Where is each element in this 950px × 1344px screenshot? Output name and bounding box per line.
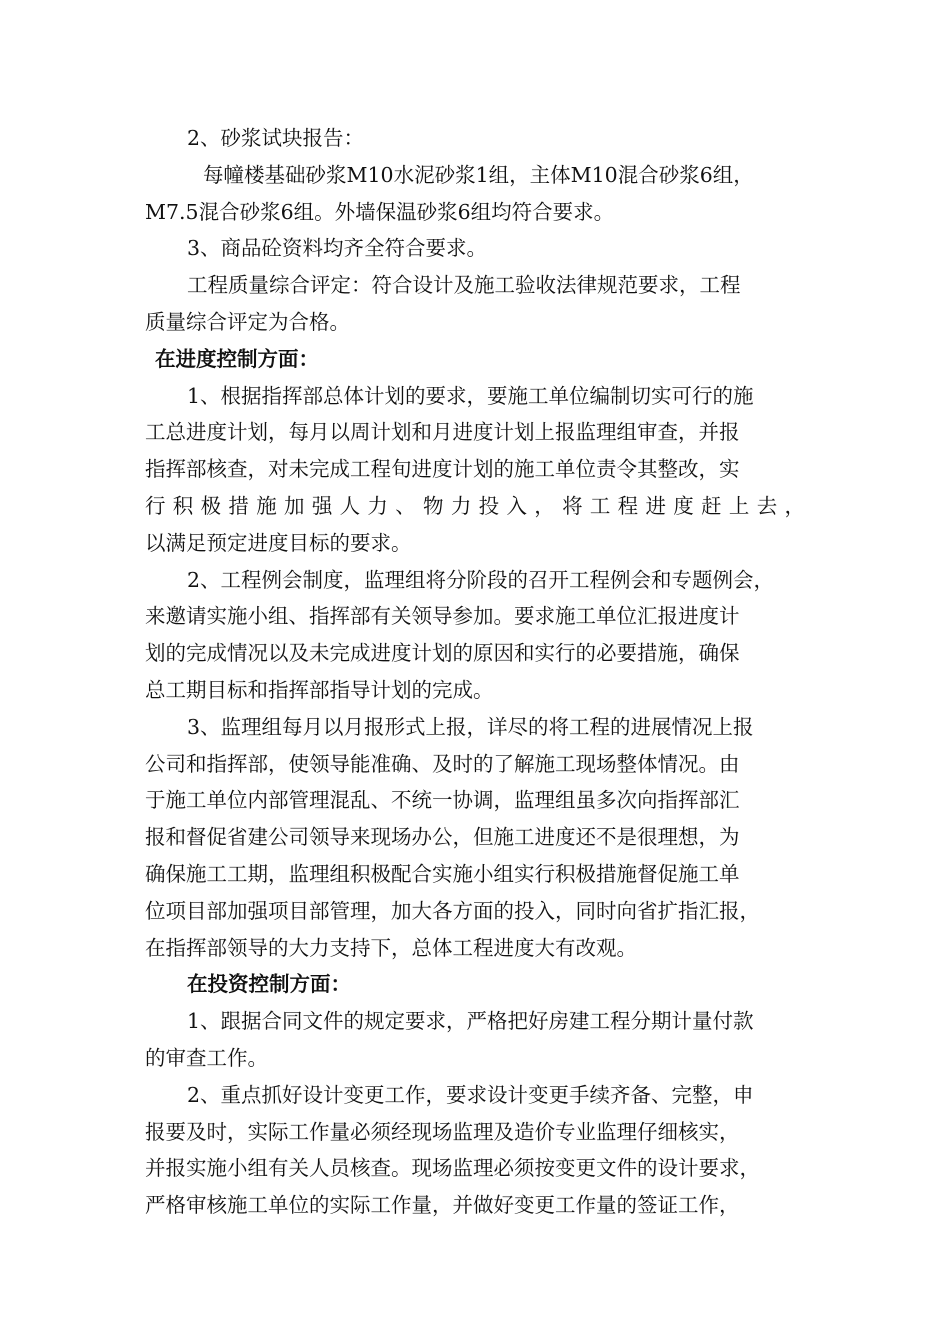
paragraph-line: 1、根据指挥部总体计划的要求，要施工单位编制切实可行的施: [187, 383, 754, 408]
paragraph-line: 报和督促省建公司领导来现场办公，但施工进度还不是很理想，为: [145, 825, 740, 850]
paragraph-line: 工程质量综合评定：符合设计及施工验收法律规范要求，工程: [187, 273, 741, 298]
paragraph-line: 划的完成情况以及未完成进度计划的原因和实行的必要措施，确保: [145, 641, 740, 666]
paragraph-line: 1、跟据合同文件的规定要求，严格把好房建工程分期计量付款: [187, 1009, 754, 1034]
section-heading: 在进度控制方面：: [155, 346, 319, 371]
section-heading: 在投资控制方面：: [187, 972, 351, 997]
paragraph-line: 工总进度计划，每月以周计划和月进度计划上报监理组审查，并报: [145, 420, 740, 445]
paragraph-line: 以满足预定进度目标的要求。: [145, 530, 412, 555]
paragraph-line: 3、商品砼资料均齐全符合要求。: [187, 236, 488, 261]
paragraph-line: 确保施工工期，监理组积极配合实施小组实行积极措施督促施工单: [145, 861, 740, 886]
paragraph-line: 位项目部加强项目部管理，加大各方面的投入，同时向省扩指汇报，: [145, 898, 760, 923]
paragraph-line: 3、监理组每月以月报形式上报，详尽的将工程的进展情况上报: [187, 714, 754, 739]
document-page: [145, 120, 805, 1224]
paragraph-line: 公司和指挥部，使领导能准确、及时的了解施工现场整体情况。由: [145, 751, 740, 776]
paragraph-line: 来邀请实施小组、指挥部有关领导参加。要求施工单位汇报进度计: [145, 604, 740, 629]
paragraph-line: 质量综合评定为合格。: [145, 309, 350, 334]
paragraph-line: 于施工单位内部管理混乱、不统一协调，监理组虽多次向指挥部汇: [145, 788, 740, 813]
paragraph-line: 2、砂浆试块报告：: [187, 126, 365, 150]
paragraph-line: 在指挥部领导的大力支持下，总体工程进度大有改观。: [145, 935, 637, 960]
paragraph-line: 的审查工作。: [145, 1045, 268, 1070]
paragraph-line: 并报实施小组有关人员核查。现场监理必须按变更文件的设计要求，: [145, 1156, 760, 1181]
paragraph-line: 行积极措施加强人力、物力投入，将工程进度赶上去，: [145, 493, 805, 518]
paragraph-line: 2、工程例会制度，监理组将分阶段的召开工程例会和专题例会，: [187, 567, 775, 592]
paragraph-line: 指挥部核查，对未完成工程旬进度计划的施工单位责令其整改，实: [145, 457, 740, 482]
paragraph-line: 严格审核施工单位的实际工作量，并做好变更工作量的签证工作，: [145, 1193, 740, 1218]
paragraph-line: 2、重点抓好设计变更工作，要求设计变更手续齐备、完整，申: [187, 1082, 754, 1107]
paragraph-line: 每幢楼基础砂浆M10水泥砂浆1组，主体M10混合砂浆6组，: [203, 162, 754, 187]
paragraph-line: 报要及时，实际工作量必须经现场监理及造价专业监理仔细核实，: [145, 1119, 740, 1144]
paragraph-line: M7.5混合砂浆6组。外墙保温砂浆6组均符合要求。: [145, 199, 615, 224]
paragraph-line: 总工期目标和指挥部指导计划的完成。: [145, 677, 494, 702]
